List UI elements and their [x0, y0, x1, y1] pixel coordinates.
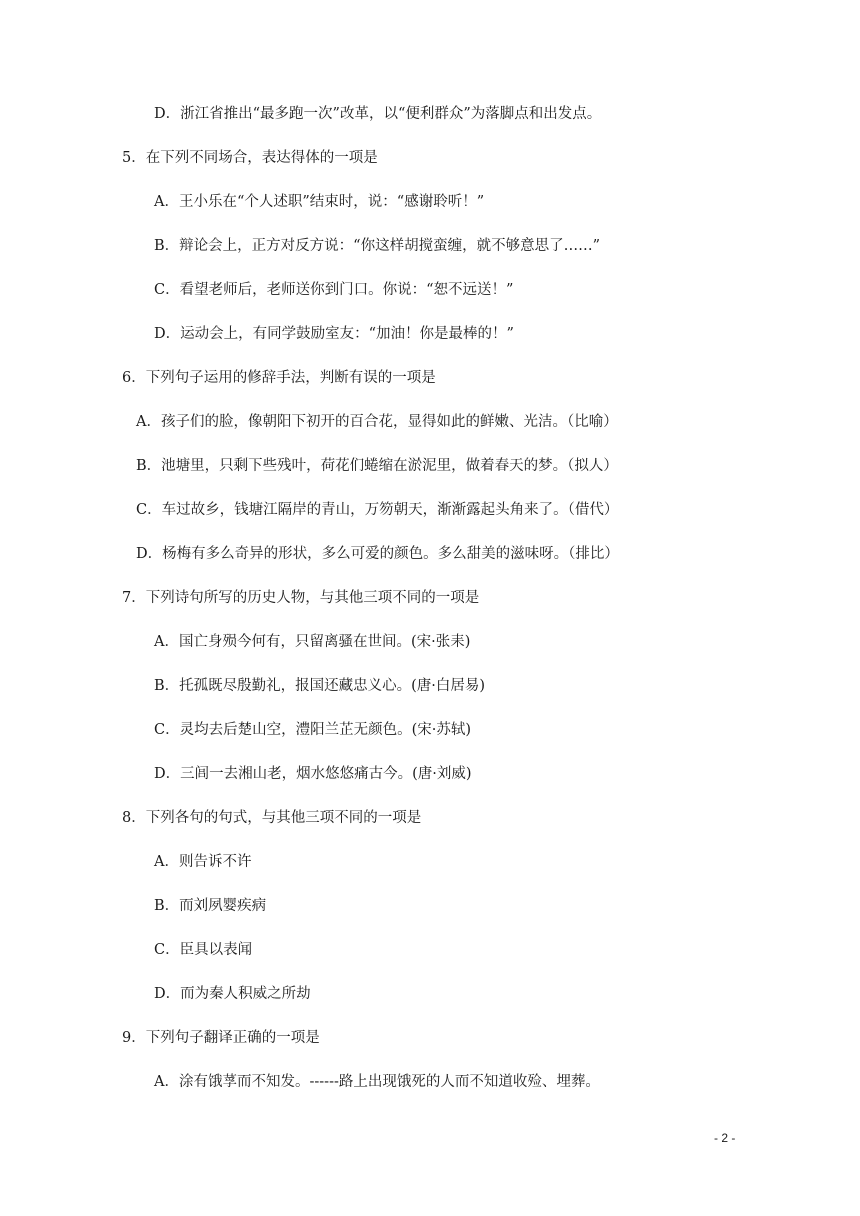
question-6: 6．下列句子运用的修辞手法，判断有误的一项是 [122, 370, 436, 386]
option-9a: A．涂有饿莩而不知发。------路上出现饿死的人而不知道收殓、埋葬。 [154, 1074, 600, 1090]
option-6d: D．杨梅有多么奇异的形状，多么可爱的颜色。多么甜美的滋味呀。（排比） [136, 546, 619, 562]
option-8d: D．而为秦人积威之所劫 [154, 986, 311, 1002]
option-8a: A．则告诉不许 [154, 854, 252, 870]
option-6b: B．池塘里，只剩下些残叶，荷花们蜷缩在淤泥里，做着春天的梦。（拟人） [136, 458, 618, 474]
option-4d: D．浙江省推出“最多跑一次”改革，以“便利群众”为落脚点和出发点。 [154, 106, 602, 122]
option-5b: B．辩论会上，正方对反方说：“你这样胡搅蛮缠，就不够意思了……” [154, 238, 600, 254]
option-7d: D．三闾一去湘山老，烟水悠悠痛古今。(唐·刘威) [154, 766, 472, 782]
option-7a: A．国亡身殒今何有，只留离骚在世间。(宋·张耒) [154, 634, 471, 650]
page-number: - 2 - [714, 1131, 736, 1145]
option-5d: D．运动会上，有同学鼓励室友：“加油！你是最棒的！” [154, 326, 514, 342]
question-8: 8．下列各句的句式，与其他三项不同的一项是 [122, 810, 422, 826]
option-5a: A．王小乐在“个人述职”结束时，说：“感谢聆听！” [154, 194, 485, 210]
option-8c: C．臣具以表闻 [154, 942, 253, 958]
option-7b: B．托孤既尽殷勤礼，报国还藏忠义心。(唐·白居易) [154, 678, 486, 694]
option-6c: C．车过故乡，钱塘江隔岸的青山，万笏朝天，渐渐露起头角来了。（借代） [136, 502, 619, 518]
question-5: 5．在下列不同场合，表达得体的一项是 [122, 150, 378, 166]
option-8b: B．而刘夙婴疾病 [154, 898, 267, 914]
question-9: 9．下列句子翻译正确的一项是 [122, 1030, 320, 1046]
option-5c: C．看望老师后，老师送你到门口。你说：“恕不远送！” [154, 282, 514, 298]
question-7: 7．下列诗句所写的历史人物，与其他三项不同的一项是 [122, 590, 480, 606]
option-7c: C．灵均去后楚山空，澧阳兰芷无颜色。(宋·苏轼) [154, 722, 472, 738]
option-6a: A．孩子们的脸，像朝阳下初开的百合花，显得如此的鲜嫩、光洁。（比喻） [136, 414, 618, 430]
